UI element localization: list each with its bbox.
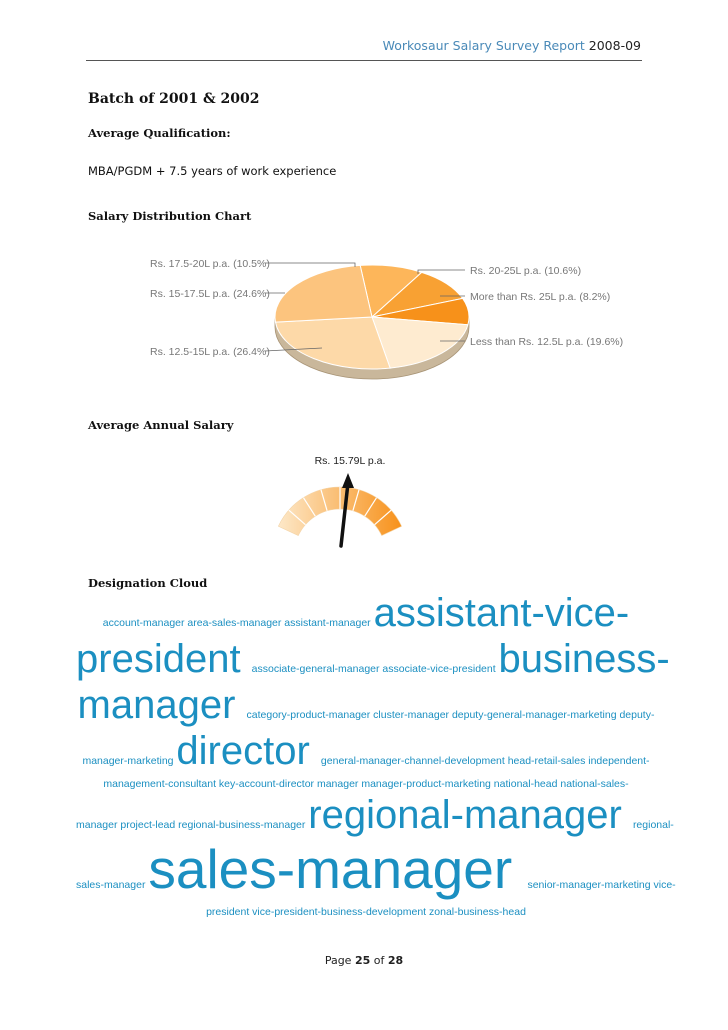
page-number: 25 [354,954,371,967]
cloud-term[interactable]: associate-general-manager associate-vice-president [251,663,499,675]
cloud-line [76,590,656,636]
distribution-heading: Salary Distribution Chart [88,209,252,223]
page-total: 28 [387,954,404,967]
pie-slice-label: Less than Rs. 12.5L p.a. (19.6%) [470,336,624,348]
cloud-line [76,792,674,838]
cloud-line [76,728,656,774]
page-footer [0,954,728,967]
cloud-term[interactable]: category-product-manager cluster-manager deputy-general-manager-marketing deputy- [246,709,655,721]
cloud-line [76,636,670,682]
cloud-term[interactable]: senior-manager-marketing vice- [527,879,676,892]
cloud-line [76,774,656,792]
pie-slice [275,265,372,322]
pie-slice-label: Rs. 15-17.5L p.a. (24.6%) [150,288,270,300]
cloud-term[interactable]: general-manager-channel-development head-retail-sales independent- [320,755,650,767]
pie-slice-label: Rs. 20-25L p.a. (10.6%) [470,265,582,277]
cloud-term[interactable]: manager [77,683,247,727]
qualification-text: MBA/PGDM + 7.5 years of work experience [88,164,337,178]
cloud-term[interactable]: sales-manager [148,838,528,901]
cloud-term[interactable]: sales-manager [76,879,149,892]
cloud-term[interactable]: assistant-vice- [373,591,630,635]
gauge-needle-head [342,473,354,488]
cloud-term[interactable]: president vice-president-business-development zonal-business-head [206,905,526,918]
cloud-line [76,838,676,901]
cloud-term[interactable]: director [176,729,321,773]
cloud-term[interactable]: business- [498,637,670,681]
cloud-line [76,682,656,728]
header-divider [86,60,642,61]
pie-leader-line [265,263,355,267]
cloud-term[interactable]: regional-manager [308,793,633,838]
designation-cloud [76,590,676,920]
average-heading: Average Annual Salary [88,418,234,432]
pie-slice-label: Rs. 12.5-15L p.a. (26.4%) [150,346,270,358]
salary-gauge [0,440,728,560]
cloud-term[interactable]: account-manager area-sales-manager assistant-manager [102,617,374,629]
report-header [0,38,641,53]
gauge-value-label: Rs. 15.79L p.a. [314,455,386,467]
cloud-heading: Designation Cloud [88,576,208,590]
qualification-heading: Average Qualification: [88,126,231,140]
cloud-term[interactable]: regional- [632,819,674,832]
pie-slice [275,317,390,369]
report-year: 2008-09 [588,38,641,53]
cloud-term[interactable]: manager-marketing [82,755,177,767]
footer-prefix: Page [324,954,352,967]
cloud-term[interactable]: manager project-lead regional-business-manager [76,819,309,832]
footer-mid: of [373,954,385,967]
pie-slice-label: More than Rs. 25L p.a. (8.2%) [470,291,611,303]
pie-slice-label: Rs. 17.5-20L p.a. (10.5%) [150,258,270,270]
report-title: Workosaur Salary Survey Report [382,38,585,53]
cloud-term[interactable]: management-consultant key-account-director manager manager-product-marketing national-head national-sales- [103,778,629,790]
cloud-term[interactable]: president [76,637,252,681]
salary-pie-chart [0,240,728,380]
cloud-line [76,902,656,920]
batch-heading: Batch of 2001 & 2002 [88,91,260,107]
